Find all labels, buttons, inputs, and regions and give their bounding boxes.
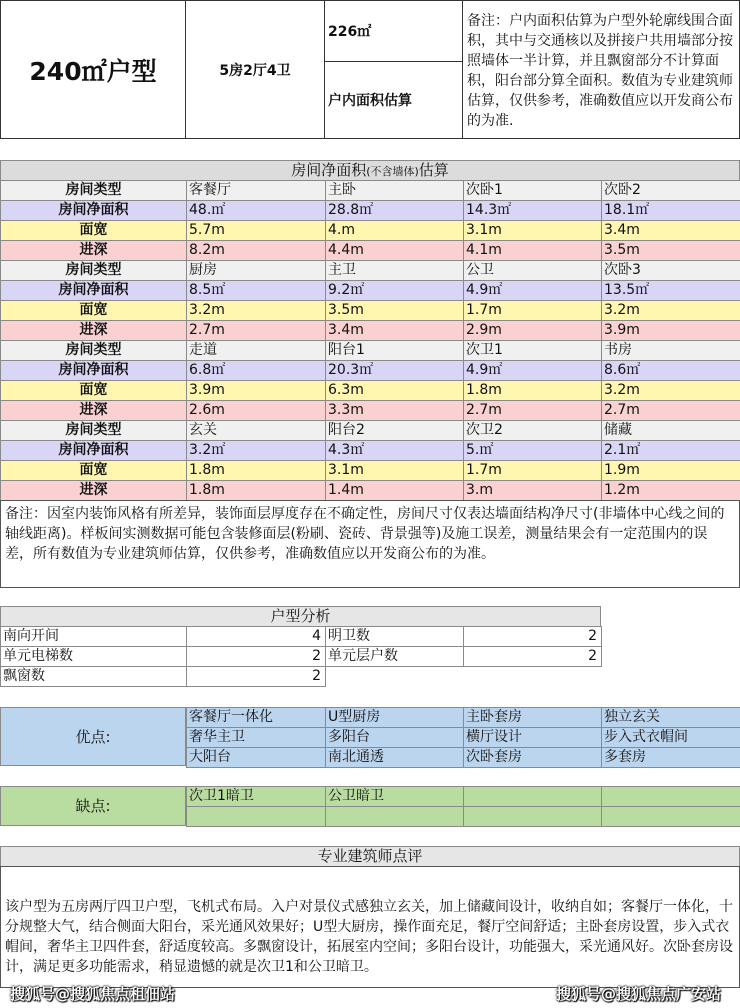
- room-type-cell: 客餐厅: [186, 180, 326, 201]
- room-area-cell: 48.㎡: [186, 200, 326, 221]
- room-depth-cell: 3.4m: [325, 320, 464, 341]
- room-depth-cell: 2.6m: [186, 400, 326, 421]
- header-type-cell: [0, 0, 186, 139]
- room-depth-cell: 2.7m: [601, 400, 740, 421]
- room-type-label: 房间类型: [0, 260, 187, 281]
- room-width-cell: 4.m: [325, 220, 464, 241]
- review-title: 专业建筑师点评: [0, 846, 740, 867]
- room-area-cell: 14.3㎡: [463, 200, 602, 221]
- room-area-cell: 9.2㎡: [325, 280, 464, 301]
- analysis-value: 2: [186, 666, 326, 687]
- room-depth-cell: 3.5m: [601, 240, 740, 261]
- room-depth-label: 进深: [0, 400, 187, 421]
- room-area-label: 房间净面积: [0, 200, 187, 221]
- room-type-cell: 主卧: [325, 180, 464, 201]
- room-width-cell: 1.8m: [186, 460, 326, 481]
- watermark-left: 搜狐号@搜狐焦点租佃站: [10, 985, 176, 1003]
- pros-item: 大阳台: [186, 747, 326, 768]
- review-cell: [0, 866, 740, 988]
- room-area-cell: 6.8㎡: [186, 360, 326, 381]
- room-type-cell: 公卫: [463, 260, 602, 281]
- analysis-label: 飘窗数: [0, 666, 187, 687]
- room-depth-label: 进深: [0, 240, 187, 261]
- pros-item: 次卧套房: [463, 747, 602, 768]
- room-width-cell: 3.5m: [325, 300, 464, 321]
- cons-item: [463, 806, 602, 827]
- room-area-cell: 18.1㎡: [601, 200, 740, 221]
- cons-item: [601, 786, 740, 807]
- pros-item: 奢华主卫: [186, 727, 326, 748]
- rooms-section-title: [0, 160, 740, 181]
- analysis-label: 南向开间: [0, 626, 187, 647]
- cons-item: [601, 806, 740, 827]
- room-width-cell: 3.2m: [186, 300, 326, 321]
- room-type-cell: 玄关: [186, 420, 326, 441]
- analysis-value: 2: [186, 646, 326, 667]
- cons-label: 缺点:: [0, 786, 186, 826]
- room-type-cell: 阳台1: [325, 340, 464, 361]
- room-depth-cell: 4.1m: [463, 240, 602, 261]
- room-depth-cell: 2.9m: [463, 320, 602, 341]
- pros-item: 南北通透: [325, 747, 464, 768]
- area-value-cell: [324, 0, 463, 62]
- room-depth-cell: 2.7m: [186, 320, 326, 341]
- room-type-cell: 次卫2: [463, 420, 602, 441]
- area-value: 226㎡: [328, 24, 372, 40]
- area-label-cell: [324, 61, 463, 139]
- room-area-cell: 2.1㎡: [601, 440, 740, 461]
- room-area-cell: 4.3㎡: [325, 440, 464, 461]
- analysis-label: 单元电梯数: [0, 646, 187, 667]
- room-depth-cell: 3.3m: [325, 400, 464, 421]
- room-width-cell: 3.4m: [601, 220, 740, 241]
- room-type-cell: 次卧1: [463, 180, 602, 201]
- analysis-value: 2: [463, 646, 602, 667]
- pros-item: 横厅设计: [463, 727, 602, 748]
- room-depth-cell: 3.m: [463, 480, 602, 501]
- cons-item: 公卫暗卫: [325, 786, 464, 807]
- review-text: 该户型为五房两厅四卫户型，飞机式布局。入户对景仪式感独立玄关，加上储藏间设计，收纳自如；客餐厅一体化，十分规整大气，结合侧面大阳台，采光通风效果好；U型大厨房，操作面充足，餐厅空间舒适；主卧套房设置，步入式衣帽间，奢华主卫四件套，舒适度较高。多飘窗设计，拓展室内空间；多阳台设计，功能强大，采光通风好。次卧套房设计，满足更多功能需求，稍显遗憾的就是次卫1和公卫暗卫。: [5, 899, 733, 975]
- room-width-cell: 1.9m: [601, 460, 740, 481]
- layout-text: 5房2厅4卫: [219, 62, 291, 79]
- watermark-right: 搜狐号@搜狐焦点广安站: [556, 985, 722, 1003]
- cons-item: [186, 806, 326, 827]
- room-width-cell: 3.9m: [186, 380, 326, 401]
- room-depth-label: 进深: [0, 480, 187, 501]
- pros-item: 步入式衣帽间: [601, 727, 740, 748]
- pros-item: U型厨房: [325, 707, 464, 728]
- room-width-label: 面宽: [0, 220, 187, 241]
- rooms-note-cell: [0, 500, 740, 588]
- room-area-label: 房间净面积: [0, 360, 187, 381]
- room-width-label: 面宽: [0, 460, 187, 481]
- room-width-cell: 3.1m: [325, 460, 464, 481]
- rooms-title-main: 房间净面积: [291, 161, 367, 179]
- room-width-cell: 1.7m: [463, 460, 602, 481]
- type-title: 240㎡户型: [29, 56, 157, 86]
- room-type-cell: 次卧2: [601, 180, 740, 201]
- room-width-cell: 3.1m: [463, 220, 602, 241]
- room-type-cell: 储藏: [601, 420, 740, 441]
- room-area-cell: 20.3㎡: [325, 360, 464, 381]
- pros-item: 客餐厅一体化: [186, 707, 326, 728]
- room-type-label: 房间类型: [0, 420, 187, 441]
- room-area-cell: 4.9㎡: [463, 280, 602, 301]
- room-depth-cell: 1.4m: [325, 480, 464, 501]
- room-depth-cell: 8.2m: [186, 240, 326, 261]
- room-width-cell: 5.7m: [186, 220, 326, 241]
- room-area-label: 房间净面积: [0, 440, 187, 461]
- room-width-label: 面宽: [0, 300, 187, 321]
- room-width-cell: 3.2m: [601, 300, 740, 321]
- room-type-cell: 次卫1: [463, 340, 602, 361]
- analysis-label: 单元层户数: [325, 646, 464, 667]
- room-area-cell: 4.9㎡: [463, 360, 602, 381]
- room-width-cell: 6.3m: [325, 380, 464, 401]
- header-note-cell: [462, 0, 740, 139]
- cons-item: [463, 786, 602, 807]
- room-type-cell: 书房: [601, 340, 740, 361]
- pros-item: 主卧套房: [463, 707, 602, 728]
- pros-item: 多套房: [601, 747, 740, 768]
- room-area-cell: 8.6㎡: [601, 360, 740, 381]
- room-depth-cell: 1.8m: [186, 480, 326, 501]
- header-note: 备注：户内面积估算为户型外轮廓线围合面积，其中与交通核以及拼接户共用墙部分按照墙体一半计算，并且飘窗部分不计算面积，阳台部分算全面积。数值为专业建筑师估算，仅供参考，准确数值应以开发商公布的为准.: [467, 13, 733, 129]
- analysis-value: 2: [463, 626, 602, 647]
- pros-item: 多阳台: [325, 727, 464, 748]
- room-area-cell: 3.2㎡: [186, 440, 326, 461]
- area-label: 户内面积估算: [328, 93, 412, 109]
- room-type-cell: 主卫: [325, 260, 464, 281]
- room-width-cell: 1.8m: [463, 380, 602, 401]
- cons-item: [325, 806, 464, 827]
- room-area-cell: 13.5㎡: [601, 280, 740, 301]
- room-area-cell: 5.㎡: [463, 440, 602, 461]
- rooms-title-tail: 估算: [418, 161, 449, 179]
- room-area-label: 房间净面积: [0, 280, 187, 301]
- room-width-label: 面宽: [0, 380, 187, 401]
- room-width-cell: 1.7m: [463, 300, 602, 321]
- cons-item: 次卫1暗卫: [186, 786, 326, 807]
- room-type-label: 房间类型: [0, 340, 187, 361]
- room-depth-label: 进深: [0, 320, 187, 341]
- room-depth-cell: 2.7m: [463, 400, 602, 421]
- room-area-cell: 8.5㎡: [186, 280, 326, 301]
- room-depth-cell: 4.4m: [325, 240, 464, 261]
- header-layout-cell: [185, 0, 325, 139]
- rooms-note: 备注：因室内装饰风格有所差异，装饰面层厚度存在不确定性，房间尺寸仅表达墙面结构净尺寸(非墙体中心线之间的轴线距离)。样板间实测数据可能包含装修面层(粉刷、瓷砖、背景强等)及施工误差，测量结果会有一定范围内的误差，所有数值为专业建筑师估算，仅供参考，准确数值应以开发商公布的为准。: [5, 506, 725, 562]
- analysis-title: 户型分析: [0, 606, 601, 627]
- analysis-value: 4: [186, 626, 326, 647]
- rooms-title-small: (不含墙体): [366, 165, 419, 178]
- room-type-cell: 走道: [186, 340, 326, 361]
- analysis-label: 明卫数: [325, 626, 464, 647]
- room-depth-cell: 1.2m: [601, 480, 740, 501]
- room-area-cell: 28.8㎡: [325, 200, 464, 221]
- room-type-label: 房间类型: [0, 180, 187, 201]
- room-type-cell: 阳台2: [325, 420, 464, 441]
- room-type-cell: 次卧3: [601, 260, 740, 281]
- room-type-cell: 厨房: [186, 260, 326, 281]
- pros-label: 优点:: [0, 707, 186, 766]
- pros-item: 独立玄关: [601, 707, 740, 728]
- room-width-cell: 3.2m: [601, 380, 740, 401]
- room-depth-cell: 3.9m: [601, 320, 740, 341]
